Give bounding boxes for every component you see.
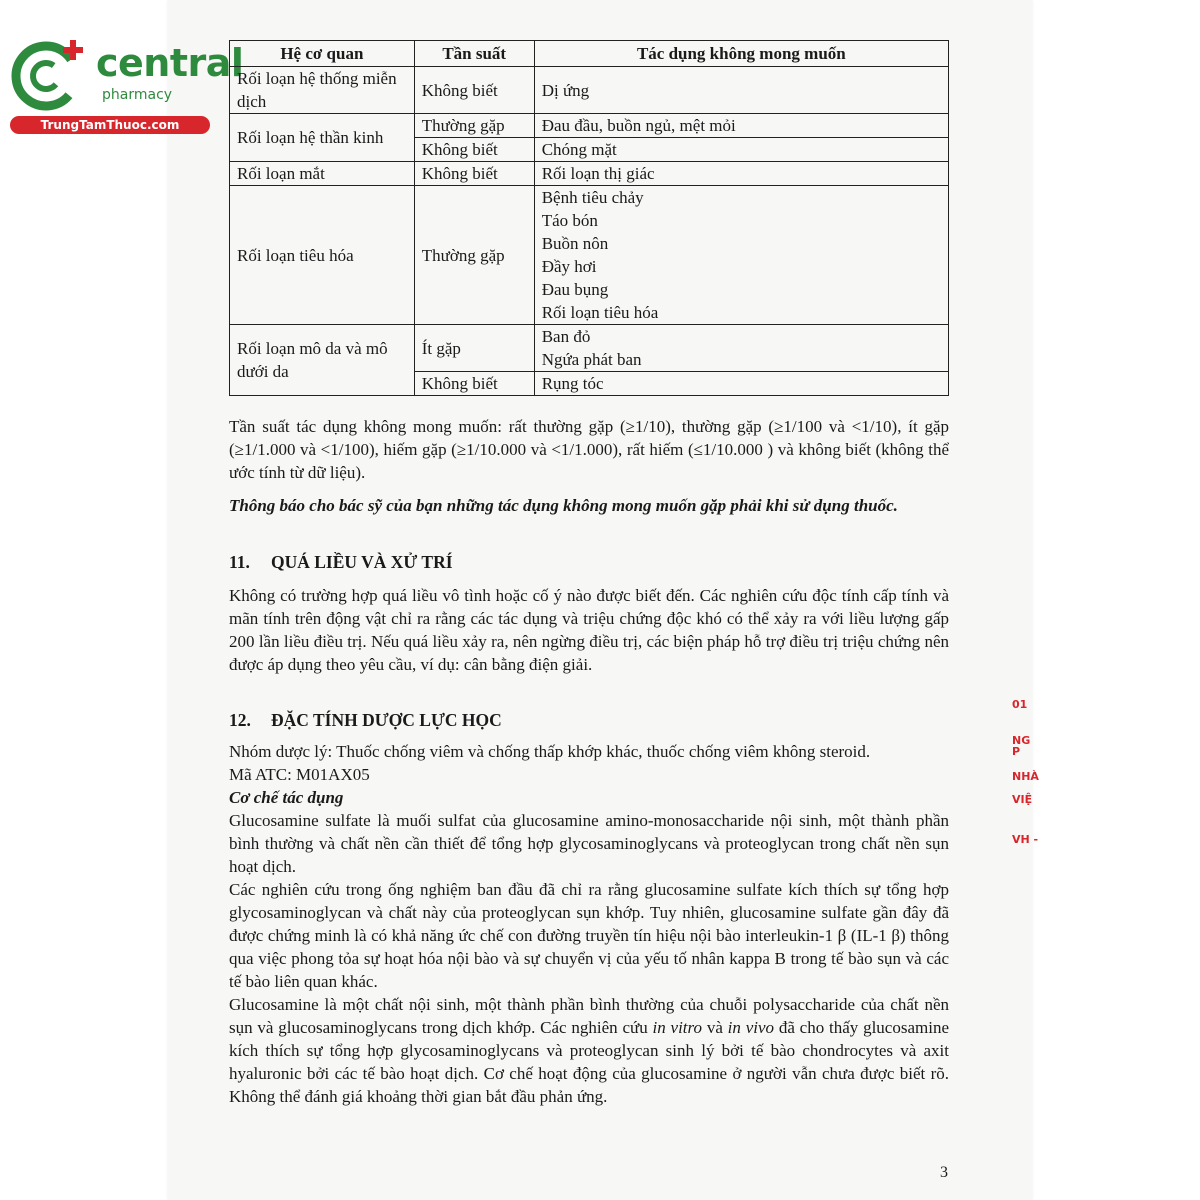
section-number: 11.: [229, 552, 250, 572]
stamp-text: 01: [1012, 698, 1028, 711]
table-row: [230, 186, 949, 325]
effect-cell: Đau đầu, buồn ngủ, mệt mỏi: [534, 114, 948, 138]
effect-item: Bệnh tiêu chảy: [541, 188, 644, 207]
text-span: và: [702, 1018, 728, 1037]
mechanism-title: Cơ chế tác dụng: [229, 788, 344, 807]
logo-website-banner: TrungTamThuoc.com: [10, 116, 210, 134]
text-span: Glucosamine là một chất nội sinh, một thành phần bình thường của chuỗi polysaccharide của chất nền sụn và glucosaminoglycans trong dịch khớp. Các nghiên cứu: [229, 995, 949, 1037]
in-vitro-term: in vitro: [652, 1018, 703, 1037]
stamp-text: NHÀ: [1012, 770, 1039, 783]
frequency-cell: Không biết: [414, 162, 534, 186]
section-11-body: Không có trường hợp quá liều vô tình hoặc cố ý nào được biết đến. Các nghiên cứu độc tính cấp tính và mãn tính trên động vật chỉ ra rằng các tác dụng và triệu chứng độc khó có thể xảy ra với liều lượng gấp 200 lần liều điều trị. Nếu quá liều xảy ra, nên ngừng điều trị, các biện pháp hỗ trợ điều trị triệu chứng nên được áp dụng theo yêu cầu, ví dụ: cân bằng điện giải.: [229, 586, 949, 674]
mechanism-paragraph: Các nghiên cứu trong ống nghiệm ban đầu đã chỉ ra rằng glucosamine sulfate kích thích sự tổng hợp glycosaminoglycan và chất này của proteoglycan sụn khớp. Tuy nhiên, glucosamine sulfate gần đây đã được chứng minh là có khả năng ức chế con đường truyền tín hiệu nội bào interleukin-1 β (IL-1 β) thông qua việc phong tỏa sự hoạt hóa nội bào và sự chuyển vị của yếu tố nhân kappa B trong tế bào sụn và các tế bào liên quan khác.: [229, 880, 949, 991]
effect-item: Đầy hơi: [541, 257, 597, 276]
effect-cell: Dị ứng: [534, 67, 948, 114]
in-vivo-term: in vivo: [727, 1018, 775, 1037]
section-title: QUÁ LIỀU VÀ XỬ TRÍ: [271, 552, 453, 572]
section-number: 12.: [229, 710, 251, 730]
effect-item: Táo bón: [541, 211, 598, 230]
table-row: [230, 114, 949, 138]
page-number: 3: [940, 1164, 948, 1181]
section-12-content: [229, 740, 949, 1108]
adverse-effects-table: [229, 40, 949, 396]
effect-cell: Chóng mặt: [534, 138, 948, 162]
header-adverse-effect: Tác dụng không mong muốn: [534, 41, 948, 67]
effect-cell: [534, 186, 948, 325]
frequency-cell: Không biết: [414, 138, 534, 162]
stamp-text: P: [1012, 745, 1021, 758]
effect-item: Buồn nôn: [541, 234, 609, 253]
text-span: đã cho thấy glucosamine kích thích sự tổng hợp glycosaminoglycans và proteoglycan sinh lý bởi tế bào chondrocytes và axit hyaluronic bởi các tế bào hoạt dịch. Cơ chế hoạt động của glucosamine ở người vẫn chưa được biết rõ. Không thể đánh giá khoảng thời gian bắt đầu phản ứng.: [229, 1018, 949, 1106]
notify-doctor-note: Thông báo cho bác sỹ của bạn những tác dụng không mong muốn gặp phải khi sử dụng thuốc.: [229, 496, 898, 515]
frequency-cell: Ít gặp: [414, 325, 534, 372]
effect-cell: Rối loạn thị giác: [534, 162, 948, 186]
frequency-cell: Không biết: [414, 372, 534, 396]
organ-cell: Rối loạn hệ thần kinh: [230, 114, 415, 162]
frequency-cell: Không biết: [414, 67, 534, 114]
effect-item: Ngứa phát ban: [541, 350, 642, 369]
effect-cell: [534, 325, 948, 372]
atc-code: Mã ATC: M01AX05: [229, 765, 370, 784]
effect-cell: Rụng tóc: [534, 372, 948, 396]
organ-cell: Rối loạn mô da và mô dưới da: [230, 325, 415, 396]
frequency-note: Tần suất tác dụng không mong muốn: rất thường gặp (≥1/10), thường gặp (≥1/100 và <1/10), ít gặp (≥1/1.000 và <1/100), hiếm gặp (≥1/10.000 và <1/1.000), rất hiếm (≤1/10.000 ) và không biết (không thể ước tính từ dữ liệu).: [229, 417, 949, 482]
logo-subtitle: pharmacy: [102, 87, 173, 103]
stamp-text: VH -: [1012, 833, 1039, 846]
effect-item: Ban đỏ: [541, 327, 591, 346]
table-row: [230, 162, 949, 186]
section-11-heading: [229, 551, 949, 574]
mechanism-paragraph: [229, 993, 949, 1108]
effect-item: Đau bụng: [541, 280, 609, 299]
section-title: ĐẶC TÍNH DƯỢC LỰC HỌC: [271, 710, 502, 730]
organ-cell: Rối loạn tiêu hóa: [230, 186, 415, 325]
stamp-text: NG: [1012, 734, 1031, 747]
central-pharmacy-logo: [10, 36, 244, 136]
red-stamp-fragment: [1004, 685, 1044, 855]
organ-cell: Rối loạn mắt: [230, 162, 415, 186]
header-organ-system: Hệ cơ quan: [230, 41, 415, 67]
organ-cell: Rối loạn hệ thống miễn dịch: [230, 67, 415, 114]
header-frequency: Tần suất: [414, 41, 534, 67]
table-header-row: [230, 41, 949, 67]
pharmacological-group: Nhóm dược lý: Thuốc chống viêm và chống thấp khớp khác, thuốc chống viêm không steroid.: [229, 742, 871, 761]
stamp-text: VIỆ: [1012, 793, 1033, 806]
table-row: [230, 67, 949, 114]
frequency-cell: Thường gặp: [414, 186, 534, 325]
logo-brand-text: central: [96, 41, 244, 85]
logo-mark-icon: [10, 36, 92, 114]
mechanism-paragraph: Glucosamine sulfate là muối sulfat của glucosamine amino-monosaccharide nội sinh, một thành phần bình thường và chất nền cần thiết để tổng hợp glycosaminoglycans và proteoglycan trong chất nền sụn hoạt dịch.: [229, 811, 949, 876]
effect-item: Rối loạn tiêu hóa: [541, 303, 659, 322]
section-12-heading: [229, 709, 949, 732]
frequency-cell: Thường gặp: [414, 114, 534, 138]
table-row: [230, 325, 949, 372]
